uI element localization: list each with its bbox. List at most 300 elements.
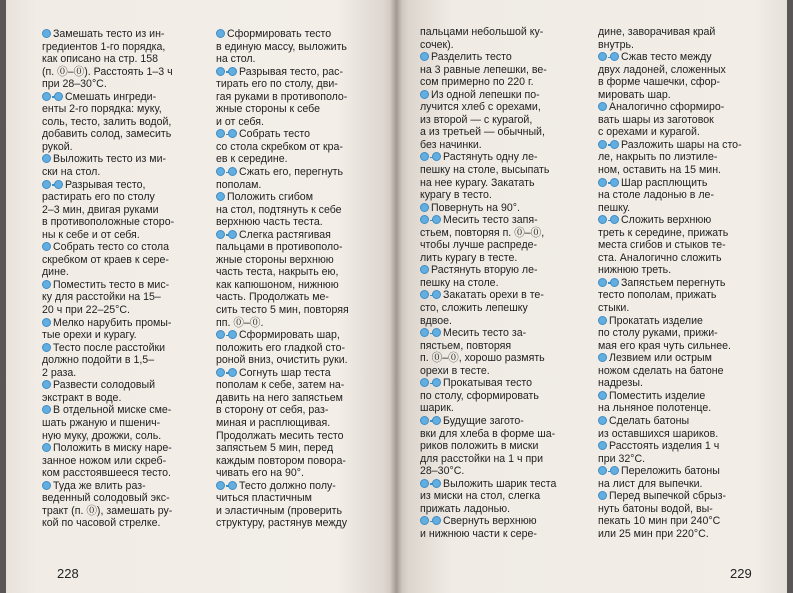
step-text-line: [598, 289, 768, 302]
step-text: мая его края чуть сильнее.: [598, 339, 731, 352]
step-text-line: [216, 455, 386, 468]
step-text: риков положить в миски: [420, 440, 539, 453]
step-text-line: [598, 114, 768, 127]
recipe-step: [598, 26, 768, 51]
step-text: сто, сложить лепешку: [420, 302, 528, 315]
step-text: треть к середине, прижать: [598, 226, 729, 239]
step-text: (п. ⓪–⓪). Расстоять 1–3 ч: [42, 65, 173, 78]
step-text: как описано на стр. 158: [42, 53, 159, 66]
step-text-line: [420, 365, 590, 378]
step-text: Месить тесто за-: [443, 327, 527, 340]
step-text-line: [42, 354, 212, 367]
step-text: 20 ч при 22–25°С.: [42, 304, 130, 317]
step-text-line: [216, 116, 386, 129]
step-text-line: [42, 204, 212, 217]
step-text-line: [420, 26, 590, 39]
recipe-step: [42, 404, 212, 442]
step-text-line: [216, 392, 386, 405]
step-text: Из одной лепешки по-: [431, 88, 540, 101]
step-text: дине.: [42, 266, 69, 279]
step-text: вки для хлеба в форме ша-: [420, 427, 556, 440]
step-text: часть. Продолжать ме-: [216, 291, 329, 304]
step-text: мировать шар.: [598, 88, 671, 101]
recipe-step: [42, 179, 212, 242]
step-text-line: [42, 442, 212, 455]
step-text-line: [216, 404, 386, 417]
text-column-1: [42, 28, 212, 530]
step-number-marker-icon: [598, 490, 609, 503]
step-text-line: [598, 202, 768, 215]
step-text-line: [420, 202, 590, 215]
step-text-line: [598, 402, 768, 415]
step-text: Прокатывая тесто: [443, 377, 533, 390]
recipe-step: [42, 241, 212, 279]
recipe-step: [420, 415, 590, 478]
step-text-line: [598, 490, 768, 503]
step-range-marker-icon: [420, 327, 443, 340]
recipe-step: [598, 177, 768, 215]
step-text-line: [420, 214, 590, 227]
recipe-step: [216, 480, 386, 530]
step-text-line: [216, 66, 386, 79]
step-text-line: [216, 367, 386, 380]
step-text: тирать его по столу, дви-: [216, 78, 338, 91]
step-text: Прокатать изделие: [609, 314, 703, 327]
recipe-step: [42, 91, 212, 154]
step-range-marker-icon: [420, 289, 443, 302]
step-range-marker-icon: [420, 415, 443, 428]
step-text-line: [420, 465, 590, 478]
step-text-line: [216, 417, 386, 430]
step-text: Продолжать месить тесто: [216, 429, 344, 442]
step-text-line: [42, 28, 212, 41]
step-text-line: [42, 455, 212, 468]
step-text-line: [42, 191, 212, 204]
step-text: прижать ладонью.: [420, 502, 511, 515]
step-text-line: [598, 327, 768, 340]
step-text: со стола скребком от кра-: [216, 140, 343, 153]
step-text: верхнюю часть теста.: [216, 216, 323, 229]
step-range-marker-icon: [216, 329, 239, 342]
step-text: Закатать орехи в те-: [443, 289, 544, 302]
recipe-step: [42, 28, 212, 91]
step-text-line: [216, 216, 386, 229]
step-text: должно подойти в 1,5–: [42, 354, 155, 367]
step-text: Согнуть шар теста: [239, 366, 331, 379]
step-text-line: [420, 239, 590, 252]
step-text-line: [42, 492, 212, 505]
step-text-line: [42, 78, 212, 91]
step-text: Тесто после расстойки: [53, 341, 166, 354]
step-text-line: [598, 428, 768, 441]
step-text-line: [216, 379, 386, 392]
step-text: Растянуть вторую ле-: [431, 264, 538, 277]
step-number-marker-icon: [598, 415, 609, 428]
step-text: Запястьем перегнуть: [621, 276, 726, 289]
step-text-line: [598, 26, 768, 39]
step-text-line: [598, 503, 768, 516]
recipe-step: [598, 352, 768, 390]
step-text-line: [216, 317, 386, 330]
step-number-marker-icon: [42, 317, 53, 330]
step-range-marker-icon: [216, 229, 239, 242]
step-text: запястьем 5 мин, перед: [216, 442, 334, 455]
recipe-step: [598, 51, 768, 101]
step-range-marker-icon: [420, 214, 443, 227]
step-number-marker-icon: [598, 101, 609, 114]
step-text: двух ладоней, сложенных: [598, 63, 726, 76]
step-text: и нижнюю части к сере-: [420, 527, 537, 540]
step-text: сочек).: [420, 38, 454, 51]
step-text-line: [420, 39, 590, 52]
step-text-line: [420, 340, 590, 353]
recipe-step: [420, 151, 590, 201]
step-text-line: [420, 277, 590, 290]
step-text-line: [420, 64, 590, 77]
step-text-line: [598, 214, 768, 227]
step-text: места сгибов и стыков те-: [598, 239, 726, 252]
step-text-line: [42, 342, 212, 355]
step-text: ев к середине.: [216, 153, 288, 166]
step-number-marker-icon: [42, 153, 53, 166]
step-text: дине, заворачивая край: [598, 26, 716, 38]
step-range-marker-icon: [216, 367, 239, 380]
recipe-step: [420, 89, 590, 152]
step-text-line: [598, 453, 768, 466]
step-text-line: [420, 227, 590, 240]
step-text-line: [216, 91, 386, 104]
step-text: Поместить изделие: [609, 389, 706, 402]
step-number-marker-icon: [42, 279, 53, 292]
step-text-line: [598, 390, 768, 403]
step-number-marker-icon: [598, 352, 609, 365]
step-text: В отдельной миске сме-: [53, 404, 172, 417]
step-text: Разрывая тесто, рас-: [239, 65, 343, 78]
step-text-line: [42, 417, 212, 430]
step-text-line: [216, 279, 386, 292]
step-text: как капюшоном, нижнюю: [216, 278, 339, 291]
step-text: Замешать тесто из ин-: [53, 28, 165, 40]
step-text: ле, накрыть по лиэтиле-: [598, 151, 718, 164]
recipe-step: [420, 515, 590, 540]
step-text: Сжав тесто между: [621, 51, 712, 64]
step-text-line: [420, 51, 590, 64]
step-text-line: [42, 153, 212, 166]
step-text-line: [420, 126, 590, 139]
step-text: без начинки.: [420, 138, 482, 151]
step-text-line: [42, 279, 212, 292]
step-text-line: [216, 41, 386, 54]
step-text: Лезвием или острым: [609, 352, 712, 365]
recipe-step: [420, 202, 590, 215]
step-text-line: [42, 329, 212, 342]
step-text-line: [42, 480, 212, 493]
step-text: Собрать тесто со стола: [53, 241, 169, 254]
step-text: енты 2-го порядка: муку,: [42, 103, 162, 116]
step-text-line: [598, 164, 768, 177]
recipe-step: [598, 214, 768, 277]
step-text-line: [420, 315, 590, 328]
step-text-line: [216, 517, 386, 530]
step-text: пп. ⓪–⓪.: [216, 316, 264, 329]
step-text: на столе ладонью в ле-: [598, 189, 714, 202]
step-range-marker-icon: [216, 166, 239, 179]
step-text-line: [598, 252, 768, 265]
step-text-line: [598, 51, 768, 64]
step-text-line: [420, 252, 590, 265]
step-number-marker-icon: [598, 440, 609, 453]
step-text-line: [598, 139, 768, 152]
step-text-line: [216, 179, 386, 192]
step-text-line: [420, 453, 590, 466]
step-text: Разделить тесто: [431, 51, 512, 64]
step-text-line: [420, 164, 590, 177]
step-text-line: [598, 189, 768, 202]
step-text-line: [216, 467, 386, 480]
step-text: ножом сделать на батоне: [598, 364, 724, 377]
step-text-line: [598, 264, 768, 277]
step-text: в единую массу, выложить: [216, 40, 347, 53]
step-text-line: [42, 254, 212, 267]
step-number-marker-icon: [42, 404, 53, 417]
step-text: роной вниз, очистить руки.: [216, 354, 348, 367]
step-text-line: [42, 505, 212, 518]
step-text-line: [216, 229, 386, 242]
recipe-step: [598, 315, 768, 353]
step-range-marker-icon: [216, 128, 239, 141]
step-text-line: [420, 101, 590, 114]
step-text: надрезы.: [598, 377, 643, 390]
step-text-line: [598, 340, 768, 353]
step-range-marker-icon: [216, 66, 239, 79]
step-text-line: [42, 367, 212, 380]
step-text-line: [598, 478, 768, 491]
step-text: ста. Аналогично сложить: [598, 251, 722, 264]
recipe-step: [216, 166, 386, 191]
step-text-line: [216, 442, 386, 455]
step-text-line: [598, 101, 768, 114]
step-text-line: [42, 128, 212, 141]
step-text: миная и расплющивая.: [216, 416, 331, 429]
step-text-line: [42, 91, 212, 104]
step-text-line: [42, 241, 212, 254]
step-text: ски на стол.: [42, 166, 101, 179]
recipe-step: [420, 377, 590, 415]
step-text: тракт (п. ⓪), замешать ру-: [42, 504, 173, 517]
step-text-line: [420, 490, 590, 503]
step-range-marker-icon: [420, 151, 443, 164]
recipe-step: [420, 214, 590, 264]
step-text: Туда же влить раз-: [53, 479, 146, 492]
step-text-line: [216, 254, 386, 267]
step-text: шарик.: [420, 402, 454, 415]
step-number-marker-icon: [42, 379, 53, 392]
step-number-marker-icon: [598, 390, 609, 403]
recipe-step: [216, 128, 386, 166]
step-text: в противоположные сторо-: [42, 216, 175, 229]
step-text: из второй — с курагой,: [420, 113, 533, 126]
step-text: сить тесто 5 мин, повторяя: [216, 304, 349, 317]
step-text-line: [598, 126, 768, 139]
step-text-line: [420, 352, 590, 365]
step-text-line: [216, 304, 386, 317]
recipe-step: [216, 28, 386, 66]
step-text: стьем, повторяя п. ⓪–⓪,: [420, 226, 545, 239]
step-text: Слегка растягивая: [239, 228, 331, 241]
recipe-step: [598, 277, 768, 315]
step-text-line: [216, 430, 386, 443]
step-text: гая руками в противополо-: [216, 90, 348, 103]
step-number-marker-icon: [598, 315, 609, 328]
step-number-marker-icon: [216, 191, 227, 204]
text-column-3: [420, 26, 590, 540]
step-text: Сжать его, перегнуть: [239, 166, 344, 179]
step-text: в сторону от себя, раз-: [216, 404, 329, 417]
step-text-line: [42, 103, 212, 116]
step-text-line: [420, 264, 590, 277]
step-text-line: [598, 277, 768, 290]
step-text-line: [42, 517, 212, 530]
step-text: 28–30°С.: [420, 465, 465, 478]
step-text-line: [598, 239, 768, 252]
recipe-step: [598, 139, 768, 177]
recipe-step: [598, 440, 768, 465]
step-text-line: [420, 76, 590, 89]
step-text: занное ножом или скреб-: [42, 454, 167, 467]
step-number-marker-icon: [42, 28, 53, 41]
step-text: тые орехи и курагу.: [42, 329, 137, 342]
step-range-marker-icon: [216, 480, 239, 493]
step-text: веденный солодовый экс-: [42, 492, 170, 505]
step-text: на нее курагу. Закатать: [420, 176, 535, 189]
step-text-line: [42, 404, 212, 417]
step-text-line: [42, 291, 212, 304]
text-column-4: [598, 26, 768, 540]
step-text-line: [420, 402, 590, 415]
step-text-line: [216, 141, 386, 154]
step-text: и эластичным (проверить: [216, 504, 343, 517]
step-number-marker-icon: [42, 241, 53, 254]
step-text: на 3 равные лепешки, ве-: [420, 63, 547, 76]
step-text-line: [216, 241, 386, 254]
step-text-line: [42, 41, 212, 54]
step-number-marker-icon: [420, 264, 431, 277]
step-text-line: [420, 327, 590, 340]
step-text: вдвое.: [420, 314, 452, 327]
step-text: вать шары из заготовок: [598, 113, 714, 126]
step-number-marker-icon: [42, 442, 53, 455]
step-number-marker-icon: [42, 480, 53, 493]
step-text: п. ⓪–⓪, хорошо размять: [420, 352, 545, 365]
step-text-line: [216, 480, 386, 493]
step-range-marker-icon: [598, 51, 621, 64]
step-text: Положить сгибом: [227, 191, 313, 204]
step-text: 2 раза.: [42, 366, 77, 379]
step-text-line: [42, 317, 212, 330]
step-text-line: [598, 528, 768, 541]
step-text-line: [420, 440, 590, 453]
recipe-step: [42, 279, 212, 317]
recipe-step: [420, 289, 590, 327]
step-text-line: [216, 204, 386, 217]
step-text-line: [598, 227, 768, 240]
step-text: ны к себе и от себя.: [42, 228, 140, 241]
step-text: в форме чашечки, сфор-: [598, 76, 720, 89]
step-range-marker-icon: [598, 465, 621, 478]
recipe-step: [42, 442, 212, 480]
step-text-line: [598, 177, 768, 190]
step-text-line: [216, 342, 386, 355]
step-text-line: [598, 64, 768, 77]
step-text: Выложить шарик теста: [443, 477, 557, 490]
recipe-step: [42, 317, 212, 342]
step-text: Перед выпечкой сбрыз-: [609, 490, 726, 503]
step-text: сом примерно по 220 г.: [420, 76, 534, 89]
recipe-step: [598, 390, 768, 415]
step-text-line: [216, 492, 386, 505]
step-text: пополам.: [216, 178, 262, 191]
recipe-step: [216, 229, 386, 329]
step-range-marker-icon: [420, 377, 443, 390]
step-text-line: [420, 428, 590, 441]
step-text: а из третьей — обычный,: [420, 126, 545, 139]
recipe-step: [420, 51, 590, 89]
step-text: на лист для выпечки.: [598, 477, 703, 490]
step-text-line: [216, 291, 386, 304]
recipe-step: [420, 264, 590, 289]
step-range-marker-icon: [598, 277, 621, 290]
step-text: чтобы лучше распреде-: [420, 239, 538, 252]
step-text: Положить в миску нарe-: [53, 442, 172, 455]
step-text: структуру, растянув между: [216, 517, 348, 530]
step-text: нижнюю треть.: [598, 264, 672, 277]
step-text: ном, оставить на 15 мин.: [598, 164, 721, 177]
step-text-line: [42, 179, 212, 192]
step-text: гредиентов 1-го порядка,: [42, 40, 166, 53]
step-text-line: [420, 377, 590, 390]
step-text-line: [420, 89, 590, 102]
step-text: кой по часовой стрелке.: [42, 517, 161, 530]
step-text-line: [42, 430, 212, 443]
step-number-marker-icon: [42, 342, 53, 355]
step-text: шать ржаную и пшенич-: [42, 416, 161, 429]
step-text-line: [216, 78, 386, 91]
recipe-step: [42, 153, 212, 178]
step-text: Мелко нарубить промы-: [53, 316, 172, 329]
step-range-marker-icon: [42, 179, 65, 192]
step-text: пополам к себе, затем на-: [216, 379, 345, 392]
step-text-line: [42, 116, 212, 129]
step-text: Собрать тесто: [239, 128, 311, 141]
step-text-line: [598, 39, 768, 52]
step-text: или 25 мин при 220°С.: [598, 527, 709, 540]
recipe-step: [42, 379, 212, 404]
step-text: положить его гладкой сто-: [216, 341, 345, 354]
step-text: Сформировать тесто: [227, 28, 332, 40]
page-number-left: 228: [57, 566, 79, 581]
step-text: Аналогично сформиро-: [609, 101, 725, 114]
step-number-marker-icon: [420, 202, 431, 215]
step-text: Тесто должно полу-: [239, 479, 336, 492]
recipe-step: [420, 26, 590, 51]
step-text-line: [42, 379, 212, 392]
step-text: Сложить верхнюю: [621, 214, 712, 227]
step-text: Переложить батоны: [621, 465, 720, 478]
step-text: пекать 10 мин при 240°С: [598, 515, 721, 528]
step-range-marker-icon: [420, 478, 443, 491]
step-text-line: [216, 505, 386, 518]
step-text-line: [216, 28, 386, 41]
